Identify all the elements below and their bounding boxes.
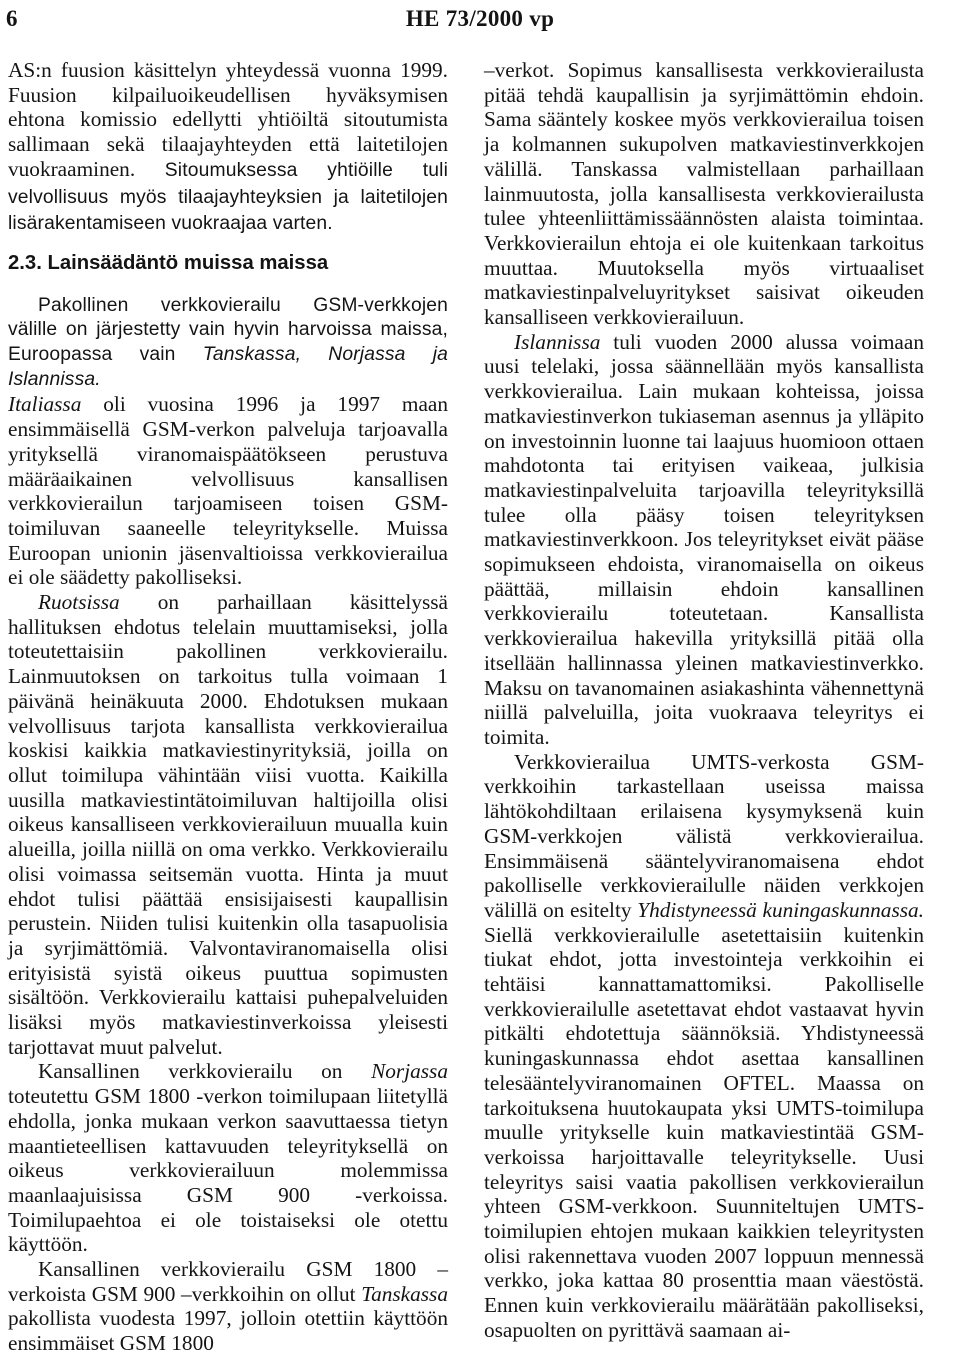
text-segment: toteutettu GSM 1800 -verkon toimilupaan liitetyllä ehdolla, jonka mukaan verkon saavuttaessa tietyn maantieteellisen kattavuuden teleyrityksellä on oikeus verkkovierailuun molemmissa maanlaajuisissa GSM 900 -verkoissa. Toimilupaehtoa ei ole toistaiseksi ole otettu käyttöön.: [8, 1084, 448, 1257]
country-name: Ruotsissa: [38, 590, 120, 615]
country-name: Norjassa: [371, 1059, 448, 1084]
text-segment: Pakollinen verkkovierailu GSM-verkkojen välille on järjestetty vain hyvin harvoissa maissa, Euroopassa vain: [8, 294, 448, 366]
text-segment: tuli vuoden 2000 alussa voimaan uusi telelaki, jossa säännellään myös kansallista verkkovierailua. Lain mukaan kohteissa, joissa matkaviestinverkon tukiaseman asennus ja ylläpito on investoinnin luonne tai laajuus huomioon ottaen mahdotonta tai erityisen vaikeaa, julkisia matkaviestinpalveluita tarjoavilla teleyrityksillä tulee olla pääsy toisen teleyrityksen matkaviestinverkkoon. Jos teleyritykset eivät pääse sopimukseen ehdoista, viranomaisella on oikeus päättää, millaisin ehdoin kansallinen verkkovierailu toteutetaan. Kansallista verkkovierailua hakevilla yrityksillä pitää olla itsellään hallinnassa yleinen matkaviestinverkko. Maksu on tavanomainen asiakashinta vähennettynä niillä palveluilla, joita vuokraava teleyritys ei toimita.: [484, 329, 924, 749]
text-segment: oli vuosina 1996 ja 1997 maan ensimmäisellä GSM-verkon palveluja tarjoavalla yrityksellä viranomaispäätökseen perustuva määräaikainen velvollisuus kansallisen verkkovierailun tarjoamiseen toisen GSM-toimiluvan saaneelle teleyritykselle. Muissa Euroopan unionin jäsenvaltioissa verkkovierailua ei ole säädetty pakolliseksi.: [8, 392, 449, 590]
country-name: Tanskassa: [361, 1281, 448, 1306]
paragraph: [484, 330, 924, 750]
text-segment: Kansallinen verkkovierailu GSM 1800 –verkoista GSM 900 –verkkoihin on ollut: [8, 1257, 448, 1306]
country-name: Islannissa: [514, 329, 601, 354]
text-segment: AS:n fuusion käsittelyn yhteydessä vuonna 1999. Fuusion kilpailuoikeudellisen hyväksymisen ehtona komissio edellytti yhtiöiltä sitoutumista sallimaan sekä tilaajayhteyden että laitetilojen vuokraaminen.: [8, 58, 448, 181]
country-name: Yhdistyneessä kuningaskunnassa.: [637, 897, 924, 922]
page-number: 6: [6, 6, 18, 31]
country-name: Tanskassa, Norjassa ja Islannissa.: [8, 344, 449, 390]
running-header: HE 73/2000 vp: [405, 6, 555, 31]
text-segment: Sitoumuksessa yhtiöille tuli velvollisuus myös tilaajayhteyksien ja laitetilojen lisärakentamiseen vuokraajaa varten.: [8, 159, 449, 235]
paragraph: [8, 294, 448, 393]
section-heading: 2.3. Lainsäädäntö muissa maissa: [8, 251, 329, 274]
text-segment: –verkot. Sopimus kansallisesta verkkovierailusta pitää tehdä kaupallisin ja syrjimättömin ehdoin. Sama sääntely koskee myös verkkovierailua toisen ja kolmannen sukupolven matkaviestinverkkojen välillä. Tanskassa valmistellaan parhaillaan lainmuutosta, jolla kansallisesta verkkovierailusta tulee yhteenliittämissäännösten alaista toimintaa. Verkkovierailun ehtoja ei ole kuitenkaan tarkoitus muuttaa. Muutoksella myös virtuaaliset matkaviestinpalveluyritykset saisivat oikeuden kansalliseen verkkovierailuun.: [484, 58, 924, 330]
right-column: [484, 58, 924, 1343]
text-segment: Kansallinen verkkovierailu on: [38, 1059, 343, 1084]
paragraph: [8, 1059, 448, 1257]
paragraph: [8, 590, 448, 1059]
paragraph: [484, 58, 924, 330]
text-segment: Siellä verkkovierailulle asetettaisiin kuitenkin tiukat ehdot, jotta investointeja verkkoihin ei tehtäisi kannattamattomiksi. Pakolliselle verkkovierailulle asetettavat ehdot vastaavat hyvin pitkälti ehdotettuja säännöksiä. Yhdistyneessä kuningaskunnassa ehdot asettaa kansallinen telesääntelyviranomainen OFTEL. Maassa on tarkoituksena huutokaupata yksi UMTS-toimilupa muulle yritykselle kuin matkaviestintää GSM-verkoissa harjoittavalle teleyritykselle. Uusi teleyritys saisi vaatia pakollisen verkkovierailun yhteen GSM-verkkoon. Suunniteltujen UMTS-toimilupien ehtojen mukaan kaikkien teleyritysten olisi rakennettava vuoden 2007 loppuun mennessä verkko, joka kattaa 80 prosenttia maan väestöstä. Ennen kuin verkkovierailu määrätään pakolliseksi, osapuolten on pyrittävä saamaan ai-: [484, 922, 924, 1342]
text-segment: Verkkovierailua UMTS-verkosta GSM-verkkoihin tarkastellaan useissa maissa lähtökohdiltaan erilaisena kysymyksenä kuin GSM-verkkojen välistä verkkovierailua. Ensimmäisenä sääntelyviranomaisena ehdot pakolliselle verkkovierailulle näiden verkkojen välillä on esitelty: [484, 749, 924, 922]
text-segment: pakollista vuodesta 1997, jolloin otettiin käyttöön ensimmäiset GSM 1800: [8, 1306, 448, 1356]
country-name: Italiassa: [8, 392, 82, 417]
left-column: [8, 58, 448, 1356]
paragraph: [484, 750, 924, 1343]
paragraph: [8, 392, 448, 590]
paragraph: [8, 1257, 448, 1356]
text-segment: on parhaillaan käsittelyssä hallituksen ehdotus telelain muuttamiseksi, jolla toteutettaisiin pakollinen verkkovierailu. Lainmuutoksen on tarkoitus tulla voimaan 1 päivänä heinäkuuta 2000. Ehdotuksen mukaan velvollisuus tarjota kansallista verkkovierailua koskisi kaikkia matkaviestinyrityksiä, joilla on ollut toimilupa vähintään viisi vuotta. Kaikilla uusilla matkaviestintätoimiluvan haltijoilla olisi oikeus kansalliseen verkkovierailuun muualla kuin alueilla, joilla niillä on oma verkko. Verkkovierailu olisi voimassa seitsemän vuotta. Hinta ja muut ehdot tulisi päättää ensisijaisesti kaupallisin perustein. Niiden tulisi kuitenkin olla tasapuolisia ja syrjimättömiä. Valvontaviranomaisella olisi erityisistä syistä oikeus puuttua sopimusten sisältöön. Verkkovierailu kattaisi puhepalveluiden lisäksi myös matkaviestinverkoissa yleisesti tarjottavat muut palvelut.: [8, 590, 449, 1059]
paragraph: [8, 58, 448, 237]
